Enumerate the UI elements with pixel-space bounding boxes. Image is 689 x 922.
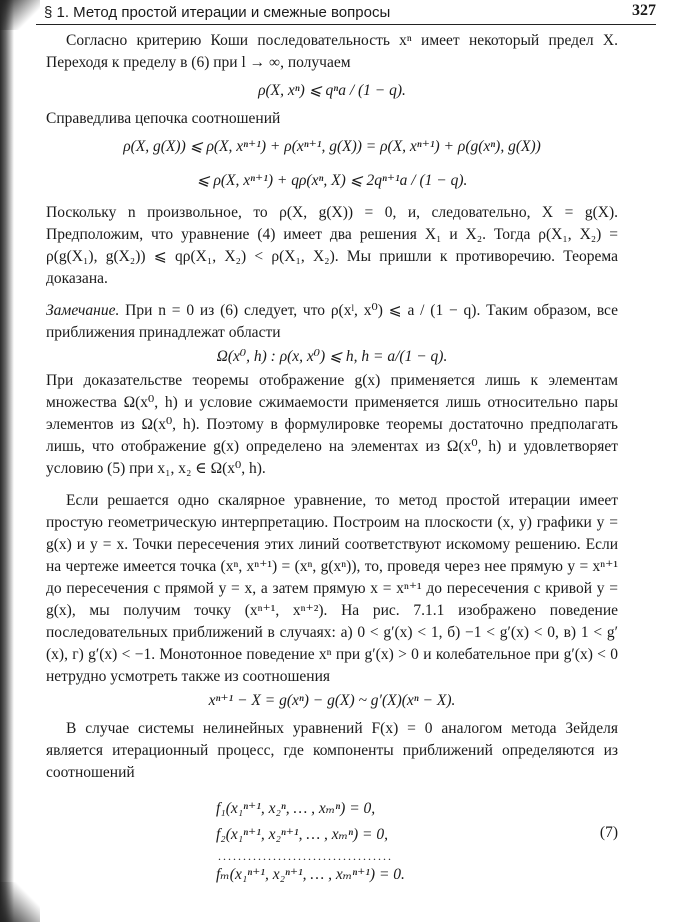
- formula-error-relation: xⁿ⁺¹ − X = g(xⁿ) − g(X) ~ g′(X)(xⁿ − X).: [208, 692, 456, 709]
- paragraph-seidel: В случае системы нелинейных уравнений F(x) = 0 аналогом метода Зейделя является итерационный процесс, где компоненты приближений определяются из соотношений: [46, 720, 618, 781]
- page-body: [46, 30, 618, 896]
- scan-edge-shadow: [0, 0, 14, 922]
- paragraph-geometric: Если решается одно скалярное уравнение, то метод простой итерации имеет простую геометрическую интерпретацию. Построим на плоскости (x, y) графики y = g(x) и y = x. Точки пересечения этих линий соответствуют искомому решению. Если на чертеже имеется точка (xⁿ, xⁿ⁺¹) = (xⁿ, g(xⁿ)), то, проведя через нее прямую y = xⁿ⁺¹ до пересечения с прямой y = x, а затем прямую x = xⁿ⁺¹ до пересечения с кривой y = g(x), мы получим точку (xⁿ⁺¹, xⁿ⁺²). На рис. 7.1.1 изображено поведение последовательных приближений в случаях: а) 0 < g′(x) < 1, б) −1 < g′(x) < 0, в) 1 < g′(x), г) g′(x) < −1. Монотонное поведение xⁿ при g′(x) > 0 и колебательное при g′(x) < 0 нетрудно усмотреть также из соотношения: [46, 492, 618, 685]
- formula-limit-estimate: ρ(X, xⁿ) ⩽ qⁿa / (1 − q).: [258, 82, 406, 99]
- scan-corner-shadow: [0, 0, 40, 30]
- paragraph-cauchy: Согласно критерию Коши последовательность xⁿ имеет некоторый предел X. Переходя к пределу в (6) при l → ∞, получаем: [46, 32, 618, 71]
- running-header: [36, 2, 656, 25]
- formula-omega-region: Ω(x⁰, h) : ρ(x, x⁰) ⩽ h, h = a/(1 − q).: [216, 348, 448, 365]
- remark-text: При n = 0 из (6) следует, что ρ(xˡ, x⁰) ⩽ a / (1 − q). Таким образом, все приближения принадлежат области: [46, 302, 618, 341]
- page-number: 327: [632, 2, 656, 19]
- system-equation-m: fₘ(x₁ⁿ⁺¹, x₂ⁿ⁺¹, … , xₘⁿ⁺¹) = 0.: [216, 866, 405, 883]
- paragraph-proof-end: Поскольку n произвольное, то ρ(X, g(X)) = 0, и, следовательно, X = g(X). Предположим, что уравнение (4) имеет два решения X₁ и X₂. Тогда ρ(X₁, X₂) = ρ(g(X₁), g(X₂)) ⩽ qρ(X₁, X₂) < ρ(X₁, X₂). Мы пришли к противоречию. Теорема доказана.: [46, 204, 618, 287]
- formula-chain-line-2: ⩽ ρ(X, xⁿ⁺¹) + qρ(xⁿ, X) ⩽ 2qⁿ⁺¹a / (1 − q).: [196, 172, 468, 189]
- section-title: § 1. Метод простой итерации и смежные вопросы: [44, 4, 391, 21]
- paragraph-proof-domain: При доказательстве теоремы отображение g(x) применяется лишь к элементам множества Ω(x⁰, h) и условие сжимаемости применяется лишь относительно пары элементов из Ω(x⁰, h). Поэтому в формулировке теоремы достаточно предполагать лишь, что отображение g(x) определено на элементах из Ω(x⁰, h) и удовлетворяет условию (5) при x₁, x₂ ∈ Ω(x⁰, h).: [46, 372, 618, 477]
- paragraph-chain: Справедлива цепочка соотношений: [46, 110, 281, 127]
- equation-number: (7): [599, 824, 618, 841]
- system-equation-2: f₂(x₁ⁿ⁺¹, x₂ⁿ⁺¹, … , xₘⁿ) = 0,: [216, 826, 388, 843]
- paragraph-remark: [46, 300, 618, 344]
- system-equation-1: f₁(x₁ⁿ⁺¹, x₂ⁿ, … , xₘⁿ) = 0,: [216, 800, 376, 817]
- remark-label: Замечание.: [46, 302, 120, 319]
- formula-chain-line-1: ρ(X, g(X)) ⩽ ρ(X, xⁿ⁺¹) + ρ(xⁿ⁺¹, g(X)) = ρ(X, xⁿ⁺¹) + ρ(g(xⁿ), g(X)): [123, 138, 541, 155]
- scan-bottom-shadow: [0, 882, 40, 922]
- system-ellipsis-row: ...................................: [218, 849, 393, 863]
- equation-system-7: [46, 792, 618, 896]
